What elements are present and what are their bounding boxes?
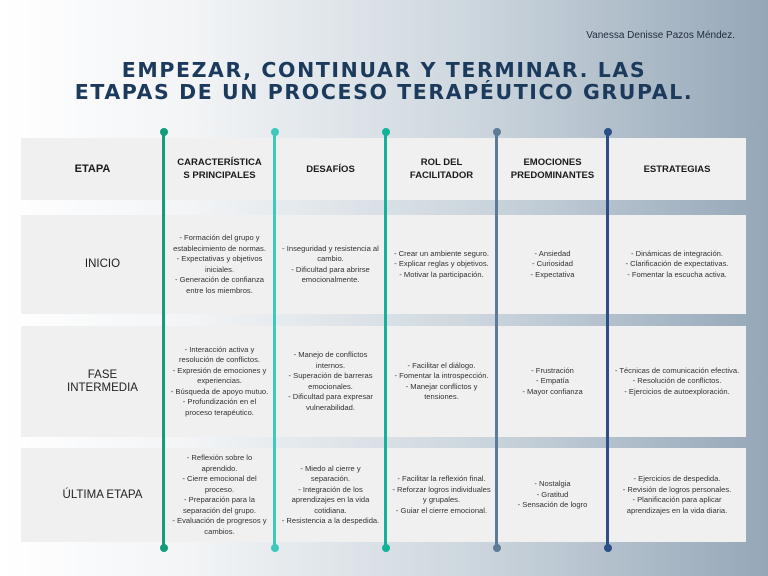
row-cell: - Formación del grupo y establecimiento de normas. - Expectativas y objetivos iniciales. - Generación de confianza entre los miembros. [173,233,266,295]
header-estrategias: ESTRATEGIAS [643,163,711,175]
row-cell: - Interacción activa y resolución de conflictos. - Expresión de emociones y experiencias. - Búsqueda de apoyo mutuo. - Profundización en el proceso terapéutico. [170,344,269,417]
header-emociones: EMOCIONES PREDOMINANTES [510,157,595,181]
header-desafios: DESAFÍOS [306,163,355,175]
row-cell: - Facilitar el diálogo. - Fomentar la introspección. - Manejar conflictos y tensiones. [394,360,489,401]
row-cell: - Frustración - Empatía - Mayor confianza [522,365,583,396]
line-top-dot [604,128,612,136]
column-divider-line [162,132,165,548]
column-divider-line [273,132,276,548]
header-etapa: ETAPA [74,162,111,175]
row-cell: - Ansiedad - Curiosidad - Expectativa [530,248,575,279]
page-title [0,59,768,103]
column-divider-line [384,132,387,548]
stage-label: FASE INTERMEDIA [67,368,138,394]
row-cell: - Facilitar la reflexión final. - Reforzar logros individuales y grupales. - Guiar el cierre emocional. [392,474,491,515]
row-cell: - Dinámicas de integración. - Clarificación de expectativas. - Fomentar la escucha activa. [625,248,729,279]
stage-label: INICIO [84,258,121,270]
author-name: Vanessa Denisse Pazos Méndez. [586,30,735,41]
line-bottom-dot [271,544,279,552]
line-top-dot [493,128,501,136]
row-cell: - Reflexión sobre lo aprendido. - Cierre emocional del proceso. - Preparación para la separación del grupo. - Evaluación de progresos y cambios. [172,453,267,536]
line-top-dot [271,128,279,136]
column-divider-line [606,132,609,548]
line-bottom-dot [160,544,168,552]
row-cell: - Miedo al cierre y separación. - Integración de los aprendizajes en la vida cotidiana. - Resistencia a la despedida. [281,463,380,525]
line-bottom-dot [493,544,501,552]
row-cell: - Manejo de conflictos internos. - Superación de barreras emocionales. - Dificultad para expresar vulnerabilidad. [288,350,373,412]
title-line-1: EMPEZAR, CONTINUAR Y TERMINAR. LAS [121,58,647,82]
line-top-dot [382,128,390,136]
header-caracteristicas: CARACTERÍSTICA S PRINCIPALES [177,157,262,181]
line-bottom-dot [604,544,612,552]
row-cell: - Técnicas de comunicación efectiva. - Resolución de conflictos. - Ejercicios de autoexploración. [614,365,740,396]
column-divider-line [495,132,498,548]
line-bottom-dot [382,544,390,552]
stage-label: ÚLTIMA ETAPA [62,488,143,501]
line-top-dot [160,128,168,136]
row-cell: - Inseguridad y resistencia al cambio. - Dificultad para abrirse emocionalmente. [282,243,379,284]
row-cell: - Ejercicios de despedida. - Revisión de logros personales. - Planificación para aplicar aprendizajes en la vida diaria. [622,474,732,515]
title-line-2: ETAPAS DE UN PROCESO TERAPÉUTICO GRUPAL. [74,80,694,104]
row-cell: - Nostalgia - Gratitud - Sensación de logro [517,479,588,510]
header-rol: ROL DEL FACILITADOR [409,157,474,181]
row-cell: - Crear un ambiente seguro. - Explicar reglas y objetivos. - Motivar la participación. [394,248,489,279]
